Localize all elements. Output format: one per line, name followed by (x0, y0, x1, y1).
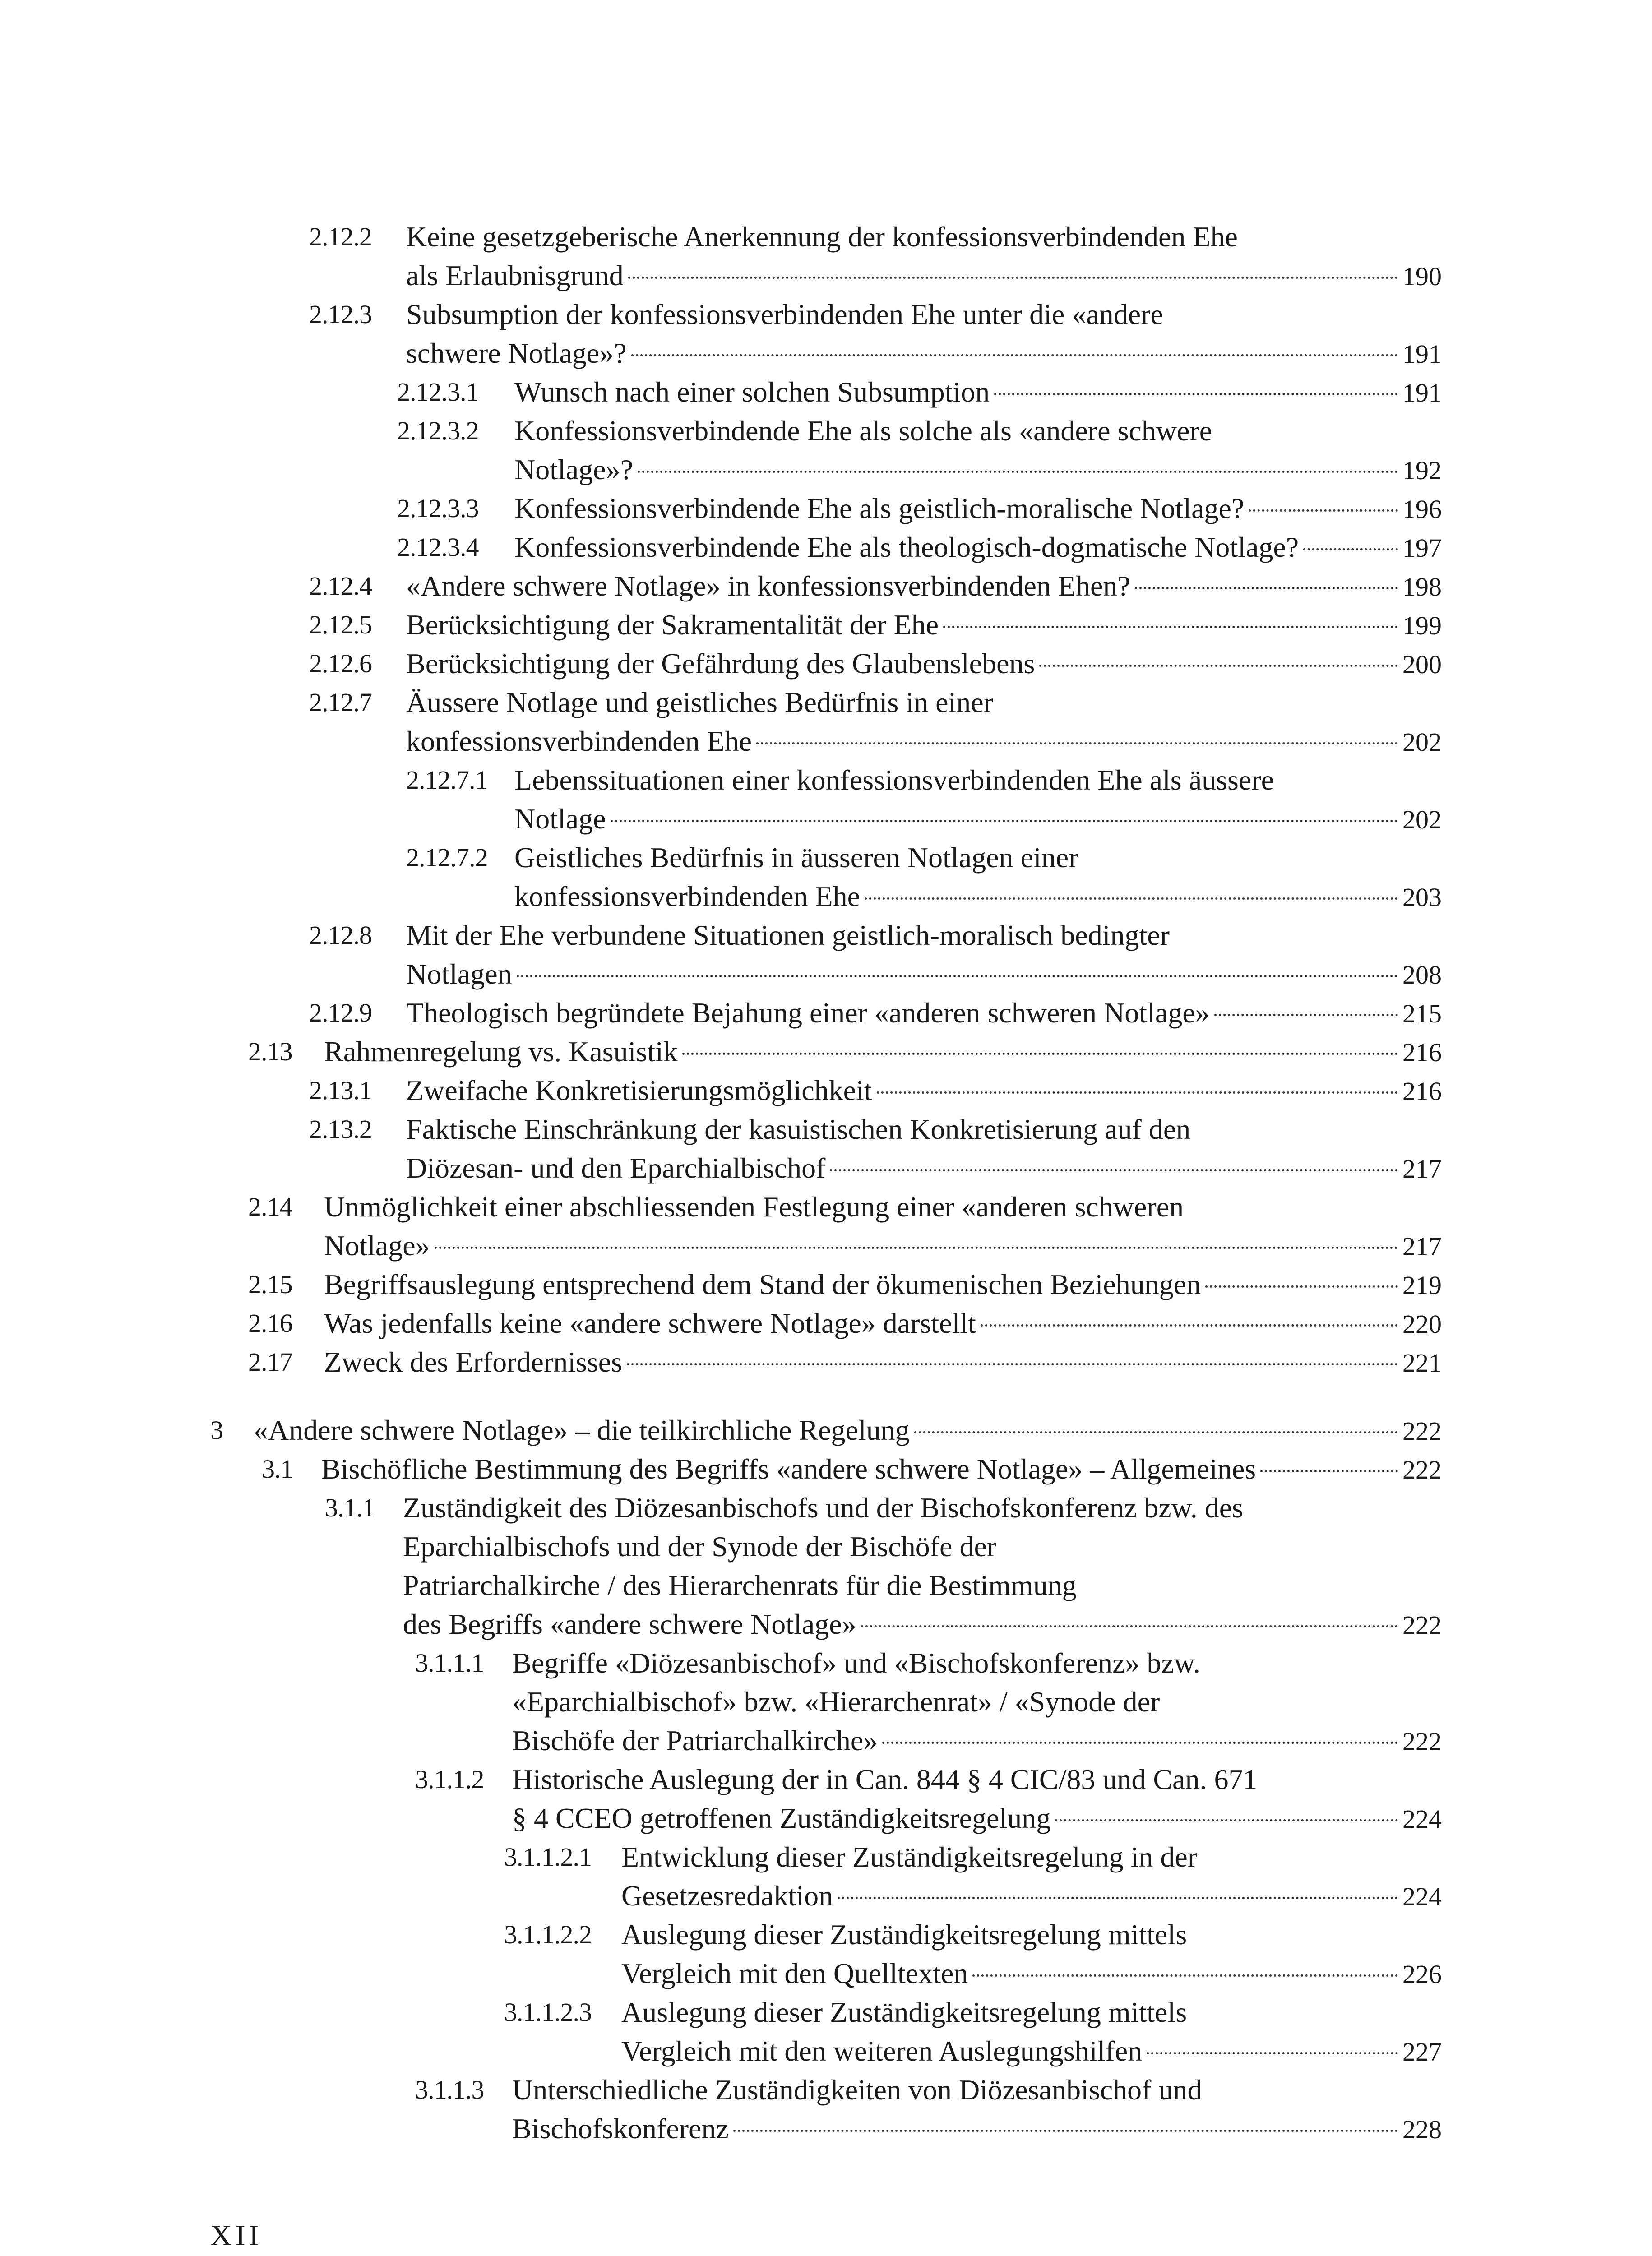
section-title-line: als Erlaubnisgrund (406, 259, 624, 291)
section-title-line: Berücksichtigung der Gefährdung des Glaubenslebens (406, 647, 1035, 680)
section-title-line: Geistliches Bedürfnis in äusseren Notlagen einer (514, 841, 1078, 874)
section-number: 2.12.3.4 (397, 532, 479, 562)
dot-leader (1147, 2052, 1398, 2054)
section-number: 3 (210, 1415, 223, 1445)
section-title-row (406, 567, 1442, 606)
page-number: 222 (1402, 1727, 1442, 1756)
section-title-line: Konfessionsverbindende Ehe als geistlich-moralische Notlage? (514, 492, 1245, 524)
page-number: 220 (1402, 1309, 1442, 1339)
section-number: 3.1 (262, 1454, 293, 1484)
section-title-line: Auslegung dieser Zuständigkeitsregelung mittels (621, 1996, 1187, 2028)
section-number: 3.1.1.2.3 (504, 1997, 592, 2027)
section-title-line: Mit der Ehe verbundene Situationen geistlich-moralisch bedingter (406, 919, 1170, 951)
dot-leader (1039, 665, 1398, 667)
section-title-row (512, 2109, 1442, 2149)
dot-leader (877, 1091, 1398, 1094)
section-title-row (406, 606, 1442, 645)
section-title-line: Was jedenfalls keine «andere schwere Notlage» darstellt (324, 1307, 976, 1339)
section-title-row (621, 2032, 1442, 2071)
section-title-row (406, 955, 1442, 994)
section-title-row (406, 334, 1442, 374)
section-title-line: Zweifache Konkretisierungsmöglichkeit (406, 1074, 872, 1106)
section-number: 2.12.3 (309, 300, 372, 329)
section-title-line: Konfessionsverbindende Ehe als theologisch-dogmatische Notlage? (514, 531, 1299, 563)
section-title-line: konfessionsverbindenden Ehe (406, 725, 752, 757)
section-number: 2.12.2 (309, 222, 372, 251)
section-number: 3.1.1.2.2 (504, 1920, 592, 1949)
dot-leader (1260, 1470, 1398, 1472)
page-number: 197 (1402, 533, 1442, 563)
dot-leader (972, 1974, 1398, 1977)
section-title-line: Faktische Einschränkung der kasuistischen Konkretisierung auf den (406, 1113, 1191, 1145)
section-title-row (406, 1071, 1442, 1111)
page-number: 221 (1402, 1348, 1442, 1378)
section-title-row (321, 1450, 1442, 1489)
section-title-line: Berücksichtigung der Sakramentalität der Ehe (406, 609, 939, 641)
section-title-line: Begriffsauslegung entsprechend dem Stand der ökumenischen Beziehungen (324, 1268, 1201, 1300)
section-number: 2.12.3.2 (397, 416, 479, 445)
section-title-line: Entwicklung dieser Zuständigkeitsregelung in der (621, 1841, 1198, 1873)
section-title-row (621, 1877, 1442, 1916)
section-title-line: Keine gesetzgeberische Anerkennung der konfessionsverbindenden Ehe (406, 221, 1238, 253)
section-number: 2.17 (248, 1347, 292, 1377)
page-number: 203 (1402, 883, 1442, 912)
section-title-line: Unmöglichkeit einer abschliessenden Festlegung einer «anderen schweren (324, 1191, 1184, 1223)
section-number: 2.12.3.3 (397, 494, 479, 523)
dot-leader (682, 1053, 1398, 1055)
section-title-line: schwere Notlage»? (406, 337, 627, 369)
section-title-line: Notlage (514, 803, 606, 835)
page-number: 190 (1402, 262, 1442, 291)
dot-leader (611, 820, 1398, 822)
page-number: 192 (1402, 456, 1442, 485)
page-number: 217 (1402, 1232, 1442, 1261)
section-title-line: Äussere Notlage und geistliches Bedürfnis in einer (406, 686, 993, 718)
section-title-row (324, 1304, 1442, 1344)
section-title-line: des Begriffs «andere schwere Notlage» (403, 1608, 856, 1640)
dot-leader (830, 1169, 1398, 1171)
page-number: 216 (1402, 1077, 1442, 1106)
dot-leader (517, 975, 1398, 977)
section-title-line: «Eparchialbischof» bzw. «Hierarchenrat» / «Synode der (512, 1686, 1160, 1718)
page-number: 228 (1402, 2115, 1442, 2144)
section-title-line: Vergleich mit den Quelltexten (621, 1957, 968, 1989)
section-title-line: Bischofskonferenz (512, 2113, 729, 2145)
section-title-line: Gesetzesredaktion (621, 1880, 833, 1912)
section-title-row (406, 256, 1442, 296)
dot-leader (756, 742, 1398, 744)
page-number: 196 (1402, 495, 1442, 524)
page-number: 199 (1402, 611, 1442, 640)
dot-leader (981, 1324, 1398, 1327)
section-title-row (406, 722, 1442, 762)
section-title-line: Historische Auslegung der in Can. 844 § 4 CIC/83 und Can. 671 (512, 1763, 1258, 1795)
section-title-line: Notlage»? (514, 453, 633, 485)
section-number: 2.12.5 (309, 610, 372, 639)
page-number: 215 (1402, 999, 1442, 1028)
page-number: 227 (1402, 2037, 1442, 2066)
section-title-row (514, 800, 1442, 839)
section-title-line: Patriarchalkirche / des Hierarchenrats für die Bestimmung (403, 1569, 1077, 1601)
section-title-line: Zuständigkeit des Diözesanbischofs und der Bischofskonferenz bzw. des (403, 1492, 1244, 1524)
page-number: 224 (1402, 1882, 1442, 1911)
section-title-line: Wunsch nach einer solchen Subsumption (514, 376, 990, 408)
section-number: 2.12.9 (309, 998, 372, 1027)
section-title-row (514, 489, 1442, 529)
dot-leader (1303, 548, 1398, 550)
page-number: 222 (1402, 1416, 1442, 1446)
section-title-row (406, 994, 1442, 1033)
section-title-line: Rahmenregelung vs. Kasuistik (324, 1036, 678, 1068)
dot-leader (865, 897, 1398, 900)
section-title-row (403, 1605, 1442, 1645)
dot-leader (838, 1897, 1398, 1899)
section-number: 2.13 (248, 1037, 292, 1066)
section-title-line: Zweck des Erfordernisses (324, 1346, 623, 1378)
section-title-line: Begriffe «Diözesanbischof» und «Bischofskonferenz» bzw. (512, 1647, 1200, 1679)
dot-leader (1205, 1285, 1398, 1288)
section-title-line: Diözesan- und den Eparchialbischof (406, 1152, 826, 1184)
section-number: 2.13.2 (309, 1114, 372, 1144)
page-number: 226 (1402, 1960, 1442, 1989)
section-number: 3.1.1.3 (415, 2075, 484, 2104)
section-title-line: Bischöfliche Bestimmung des Begriffs «andere schwere Notlage» – Allgemeines (321, 1453, 1256, 1485)
section-number: 2.15 (248, 1270, 292, 1299)
page-number: 200 (1402, 650, 1442, 679)
section-title-row (254, 1411, 1442, 1451)
section-title-row (514, 528, 1442, 568)
dot-leader (861, 1625, 1398, 1627)
page-number: 222 (1402, 1610, 1442, 1640)
section-title-row (514, 373, 1442, 412)
section-title-line: «Andere schwere Notlage» – die teilkirchliche Regelung (254, 1414, 910, 1446)
section-title-line: Notlage» (324, 1230, 430, 1262)
section-number: 3.1.1.2.1 (504, 1842, 592, 1872)
section-title-row (514, 877, 1442, 917)
section-title-line: Theologisch begründete Bejahung einer «anderen schweren Notlage» (406, 997, 1210, 1029)
section-title-line: Notlagen (406, 958, 512, 990)
section-number: 2.12.7.2 (406, 843, 488, 872)
section-title-line: Lebenssituationen einer konfessionsverbindenden Ehe als äussere (514, 764, 1274, 796)
section-number: 2.12.3.1 (397, 377, 479, 407)
page-folio: XII (210, 2219, 263, 2252)
dot-leader (943, 626, 1398, 628)
section-number: 2.12.4 (309, 571, 372, 601)
dot-leader (631, 354, 1398, 356)
section-number: 3.1.1.2 (415, 1765, 484, 1794)
section-title-line: § 4 CCEO getroffenen Zuständigkeitsregelung (512, 1802, 1051, 1834)
section-title-line: Konfessionsverbindende Ehe als solche als «andere schwere (514, 415, 1212, 447)
section-title-row (406, 644, 1442, 684)
section-title-row (406, 1149, 1442, 1188)
page-number: 202 (1402, 727, 1442, 757)
page-number: 217 (1402, 1154, 1442, 1183)
section-title-row (621, 1954, 1442, 1994)
section-title-row (514, 450, 1442, 490)
dot-leader (882, 1742, 1398, 1744)
section-number: 2.12.8 (309, 920, 372, 950)
section-title-row (512, 1721, 1442, 1761)
dot-leader (994, 393, 1398, 395)
section-title-line: Unterschiedliche Zuständigkeiten von Diözesanbischof und (512, 2074, 1202, 2106)
section-number: 2.12.6 (309, 649, 372, 678)
page-number: 219 (1402, 1271, 1442, 1300)
section-number: 2.12.7 (309, 688, 372, 717)
section-number: 3.1.1 (325, 1493, 375, 1522)
dot-leader (914, 1431, 1398, 1433)
dot-leader (638, 471, 1398, 473)
section-title-line: konfessionsverbindenden Ehe (514, 880, 861, 912)
dot-leader (1214, 1014, 1398, 1016)
section-title-line: Subsumption der konfessionsverbindenden Ehe unter die «andere (406, 298, 1163, 330)
page-number: 191 (1402, 378, 1442, 407)
section-title-line: Eparchialbischofs und der Synode der Bischöfe der (403, 1530, 997, 1563)
section-title-row (324, 1032, 1442, 1072)
dot-leader (627, 1363, 1398, 1365)
dot-leader (733, 2130, 1398, 2132)
dot-leader (1249, 509, 1398, 512)
section-title-row (324, 1265, 1442, 1305)
section-title-row (324, 1226, 1442, 1266)
section-number: 3.1.1.1 (415, 1648, 484, 1678)
section-title-line: Vergleich mit den weiteren Auslegungshilfen (621, 2035, 1143, 2067)
dot-leader (435, 1247, 1398, 1249)
section-number: 2.12.7.1 (406, 765, 488, 795)
dot-leader (1135, 587, 1398, 589)
section-title-row (512, 1799, 1442, 1839)
page-number: 216 (1402, 1038, 1442, 1067)
page-number: 198 (1402, 572, 1442, 601)
page-number: 224 (1402, 1804, 1442, 1834)
page-number: 222 (1402, 1455, 1442, 1484)
section-number: 2.13.1 (309, 1076, 372, 1105)
section-title-line: «Andere schwere Notlage» in konfessionsverbindenden Ehen? (406, 570, 1130, 602)
page-number: 202 (1402, 805, 1442, 834)
section-title-line: Bischöfe der Patriarchalkirche» (512, 1724, 878, 1757)
dot-leader (1055, 1819, 1398, 1821)
section-number: 2.14 (248, 1192, 292, 1221)
page-number: 191 (1402, 339, 1442, 369)
page-number: 208 (1402, 960, 1442, 989)
dot-leader (628, 277, 1398, 279)
section-title-line: Auslegung dieser Zuständigkeitsregelung mittels (621, 1919, 1187, 1951)
section-number: 2.16 (248, 1308, 292, 1338)
section-title-row (324, 1343, 1442, 1382)
